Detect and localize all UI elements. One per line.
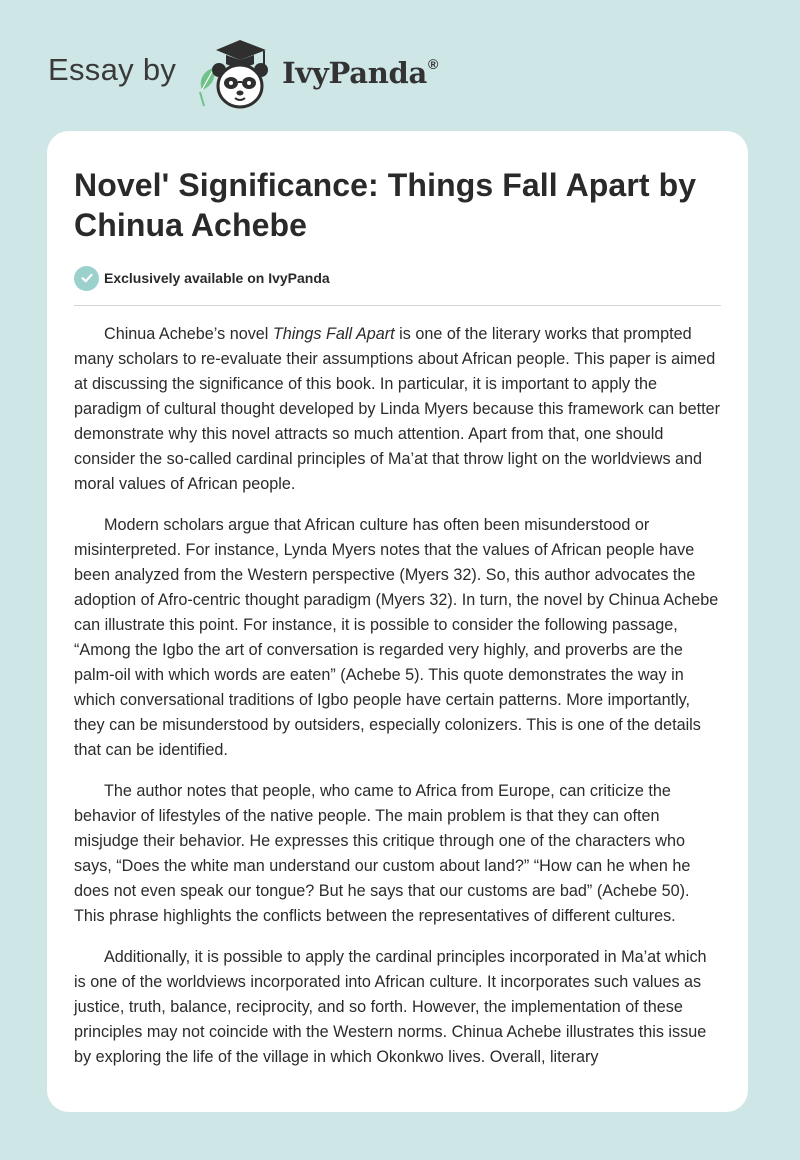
panda-graduate-icon [194, 34, 276, 114]
article-card [47, 131, 748, 1112]
trademark-symbol: ® [428, 56, 439, 72]
essay-by-label: Essay by [48, 52, 177, 87]
exclusive-badge [74, 263, 721, 293]
checkmark-icon [74, 266, 99, 291]
book-title-italic: Things Fall Apart [272, 325, 395, 343]
brand-name[interactable]: IvyPanda® [282, 56, 439, 90]
paragraph-2: Modern scholars argue that African culture has often been misunderstood or misinterpreted. For instance, Lynda Myers notes that the values of African people have been analyzed from the Western perspective (Myers 32). So, this author advocates the adoption of Afro-centric thought paradigm (Myers 32). In turn, the novel by Chinua Achebe can illustrate this point. For instance, it is possible to consider the following passage, “Among the Igbo the art of conversation is regarded very highly, and proverbs are the palm-oil with which words are eaten” (Achebe 5). This quote demonstrates the way in which conversational traditions of Igbo people have certain patterns. More importantly, they can be misunderstood by outsiders, especially colonizers. This is one of the details that can be identified. [74, 516, 719, 759]
divider [74, 305, 721, 306]
site-header [48, 34, 438, 114]
exclusive-badge-label: Exclusively available on IvyPanda [104, 270, 330, 286]
article-title: Novel' Significance: Things Fall Apart by Chinua Achebe [74, 167, 697, 243]
paragraph-4: Additionally, it is possible to apply the cardinal principles incorporated in Ma’at which is one of the worldviews incorporated into African culture. It incorporates such values as justice, truth, balance, reciprocity, and so forth. However, the implementation of these principles may not coincide with the Western norms. Chinua Achebe illustrates this issue by exploring the life of the village in which Okonkwo lives. Overall, literary [74, 948, 707, 1066]
paragraph-3: The author notes that people, who came to Africa from Europe, can criticize the behavior of lifestyles of the native people. The main problem is that they can often misjudge their behavior. He expresses this critique through one of the characters who says, “Does the white man understand our custom about land?” “How can he when he does not even speak our tongue? But he says that our customs are bad” (Achebe 50). This phrase highlights the conflicts between the representatives of different cultures. [74, 782, 691, 925]
paragraph-1: Chinua Achebe’s novel Things Fall Apart is one of the literary works that prompted many scholars to re-evaluate their assumptions about African people. This paper is aimed at discussing the significance of this book. In particular, it is important to apply the paradigm of cultural thought developed by Linda Myers because this framework can better demonstrate why this novel attracts so much attention. Apart from that, one should consider the so-called cardinal principles of Ma’at that throw light on the worldviews and moral values of African people. [74, 325, 721, 493]
